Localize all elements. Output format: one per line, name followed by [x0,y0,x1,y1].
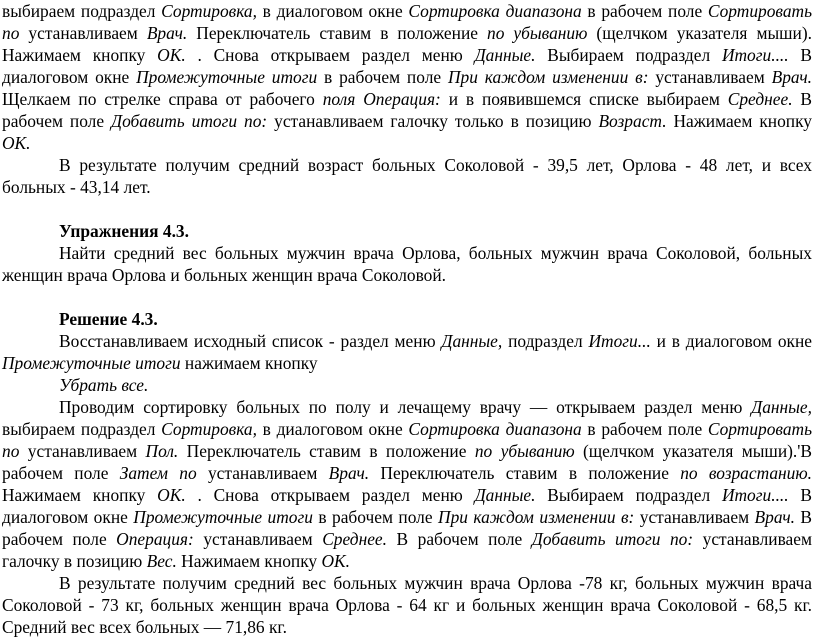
text-run: в рабочем поле [581,1,708,21]
text-run: В рабочем поле [2,89,813,131]
italic-term: OK. [157,45,186,65]
text-run: Выбираем подраздел [535,485,722,505]
paragraph-sort-instructions [2,0,812,154]
italic-term: Среднее. [322,529,387,549]
text-run: . Снова открываем раздел меню [185,485,475,505]
text-run: В диалоговом окне [2,485,813,527]
text-run: в диалоговом окне [256,419,409,439]
italic-term: Данные, [441,331,503,351]
text-run: В диалоговом окне [2,45,813,87]
text-run: Переключатель ставим в положение [187,23,488,43]
italic-term: Операция: [116,529,194,549]
italic-term: Врач. [328,463,370,483]
text-run: выбираем подраздел [2,419,162,439]
solution-heading: Решение 4.3. [59,309,158,329]
italic-term: Пол. [145,441,179,461]
text-run: Нажимаем кнопку [666,111,812,131]
italic-term: Среднее. [727,89,793,109]
text-run: Выбираем подраздел [535,45,722,65]
italic-term: по возрастанию. [680,463,812,483]
exercise-heading: Упражнения 4.3. [59,221,189,241]
text-run: в рабочем поле [312,507,439,527]
text-run: и в появившемся списке выбираем [440,89,728,109]
text-run: Нажимаем кнопку [2,485,158,505]
paragraph-weight-result: В результате получим средний вес больных мужчин врача Орлова -78 кг, больных мужчин врача Соколовой - 73 кг, больных женщин врача Орлова - 64 кг и больных женщин врача Соколовой - 68,5 кг. Средний вес всех больных — 71,86 кг. [2,573,812,637]
text-run: Проводим сортировку больных по полу и лечащему врачу — открываем раздел меню [59,397,752,417]
italic-term: OK. [321,551,350,571]
text-run: устанавливаем [193,529,323,549]
italic-term: Сортировка диапазона [408,1,582,21]
text-run: подраздел [502,331,589,351]
italic-term: Данные. [474,45,536,65]
italic-term: по убыванию [487,23,588,43]
italic-term: поля Операция: [322,89,441,109]
text-run: в рабочем поле [317,67,448,87]
italic-term: по убыванию [474,441,575,461]
italic-term: Промежуточные итоги [136,67,318,87]
italic-term: Врач. [754,507,795,527]
text-run: Восстанавливаем исходный список - раздел меню [59,331,442,351]
italic-term: OK. [157,485,186,505]
paragraph-sort-by-sex [2,396,812,572]
text-run: Щелкаем по стрелке справа от рабочего [2,89,323,109]
text-run: устанавливаем [648,67,772,87]
spacer [2,286,812,308]
italic-term: Добавить итоги по: [531,529,694,549]
italic-term: Итоги.... [721,45,789,65]
italic-term: Сортировка, [161,419,257,439]
italic-term: Итоги... [588,331,651,351]
paragraph-exercise-task: Найти средний вес больных мужчин врача Орлова, больных мужчин врача Соколовой, больных женщин врача Орлова и больных женщин врача Соколовой. [2,243,812,285]
text-run: В рабочем поле [387,529,532,549]
italic-term: Сортировка диапазона [408,419,582,439]
text-run: в диалоговом окне [256,1,409,21]
italic-term: Промежуточные итоги [2,353,181,373]
text-run: устанавливаем [634,507,755,527]
text-run: . Снова открываем раздел меню [185,45,475,65]
text-run: нажимаем кнопку [180,353,318,373]
italic-term: Сортировать по [2,419,813,461]
italic-term: Добавить итоги по: [111,111,268,131]
paragraph-remove-all: Убрать все. [59,375,149,395]
italic-term: Сортировать по [2,1,813,43]
italic-term: Данные, [751,397,812,417]
text-run: устанавливаем [19,441,146,461]
italic-term: OK. [2,133,31,153]
text-run: устанавливаем галочку только в позицию [267,111,599,131]
text-run: Нажимаем кнопку [176,551,322,571]
text-run: устанавливаем [19,23,147,43]
text-run: выбираем подраздел [2,1,162,21]
italic-term: Врач. [771,67,813,87]
italic-term: Данные. [474,485,536,505]
italic-term: Врач. [146,23,188,43]
italic-term: При каждом изменении в: [447,67,649,87]
text-run: устанавливаем [196,463,329,483]
italic-term: Итоги.... [721,485,789,505]
text-run: (щелчком указателя мыши).'В рабочем поле [2,441,813,483]
text-run: (щелчком указателя мыши). Нажимаем кнопку [2,23,812,65]
text-run: в рабочем поле [581,419,708,439]
paragraph-restore-list [2,330,812,374]
text-run: Переключатель ставим в положение [178,441,475,461]
italic-term: Затем по [119,463,197,483]
italic-term: При каждом изменении в: [438,507,635,527]
italic-term: Возраст. [598,111,667,131]
text-run: устанавливаем галочку в позицию [2,529,812,571]
paragraph-age-result: В результате получим средний возраст больных Соколовой - 39,5 лет, Орлова - 48 лет, и всех больных - 43,14 лет. [2,155,812,197]
text-run: В рабочем поле [2,507,813,549]
text-run: и в диалоговом окне [650,331,812,351]
italic-term: Сортировка, [161,1,257,21]
italic-term: Вес. [146,551,177,571]
text-run: Переключатель ставим в положение [369,463,681,483]
spacer [2,198,812,220]
italic-term: Промежуточные итоги [133,507,313,527]
